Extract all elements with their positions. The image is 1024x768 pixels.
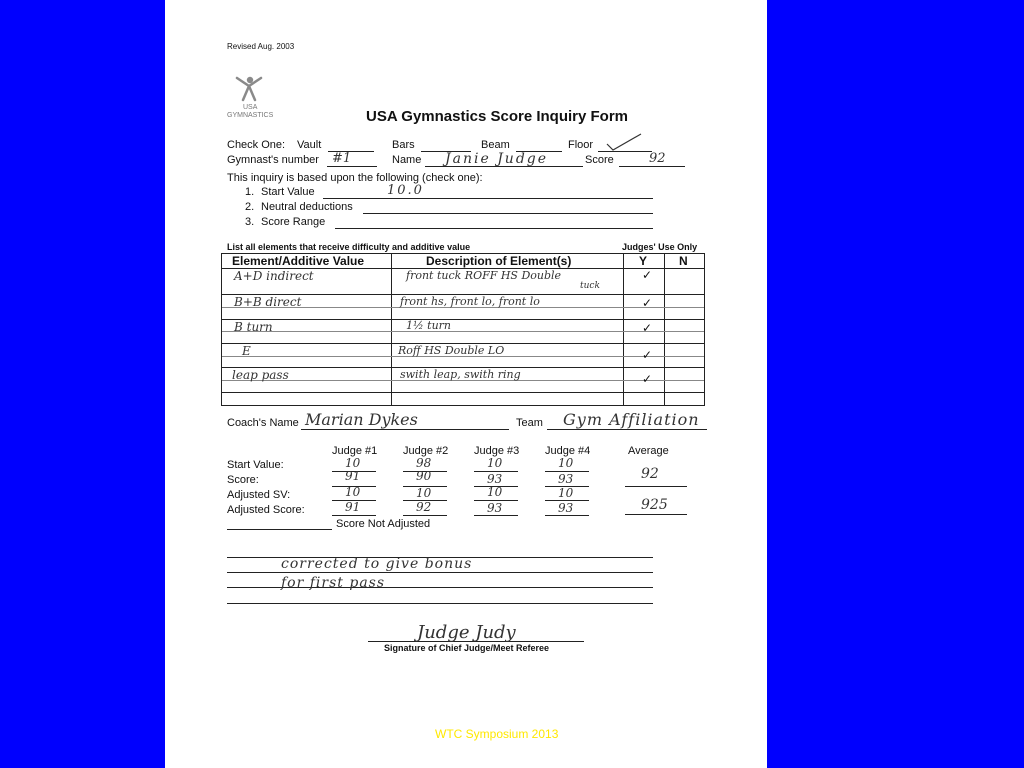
start-value-label: Start Value: bbox=[227, 459, 284, 471]
row-4-y-check: ✓ bbox=[642, 348, 653, 362]
header-y: Y bbox=[639, 254, 648, 268]
row-2-element: B+B direct bbox=[234, 295, 302, 309]
score-average: 92 bbox=[641, 466, 659, 482]
comment-line-3: for first pass bbox=[281, 575, 386, 591]
row-3-element: B turn bbox=[234, 320, 273, 334]
adjusted-sv-j4: 10 bbox=[558, 486, 574, 500]
score-j2: 90 bbox=[416, 469, 432, 483]
adjusted-score-label: Adjusted Score: bbox=[227, 504, 305, 516]
coach-label: Coach's Name bbox=[227, 417, 299, 429]
inquiry-option-3-num: 3. bbox=[245, 216, 255, 228]
row-5-element: leap pass bbox=[232, 368, 289, 382]
comment-line-2: corrected to give bonus bbox=[281, 556, 473, 572]
start-value-j4: 10 bbox=[558, 456, 574, 470]
judge-4-header: Judge #4 bbox=[545, 445, 591, 457]
score-label: Score: bbox=[227, 474, 259, 486]
row-4-element: E bbox=[242, 344, 251, 358]
judge-1-header: Judge #1 bbox=[332, 445, 378, 457]
revised-date: Revised Aug. 2003 bbox=[227, 42, 295, 51]
row-1-y-check: ✓ bbox=[642, 268, 653, 282]
gymnast-name-label: Name bbox=[392, 154, 422, 166]
row-5-description: swith leap, swith ring bbox=[400, 368, 521, 381]
start-value-j2: 98 bbox=[416, 456, 432, 470]
team-value: Gym Affiliation bbox=[563, 410, 700, 429]
inquiry-option-2-label: Neutral deductions bbox=[261, 201, 353, 213]
usa-gymnastics-logo bbox=[227, 74, 277, 124]
row-5-y-check: ✓ bbox=[642, 372, 653, 386]
row-4-description: Roff HS Double LO bbox=[398, 344, 505, 357]
coach-name-value: Marian Dykes bbox=[305, 410, 418, 429]
judge-3-header: Judge #3 bbox=[474, 445, 520, 457]
elements-caption: List all elements that receive difficulty and additive value bbox=[227, 242, 471, 252]
footer-text: WTC Symposium 2013 bbox=[435, 727, 559, 741]
gymnast-name-value: Janie Judge bbox=[445, 151, 549, 167]
row-3-description: 1½ turn bbox=[406, 319, 452, 332]
adjusted-score-j2: 92 bbox=[416, 500, 432, 514]
score-j1: 91 bbox=[345, 469, 361, 483]
row-1-element: A+D indirect bbox=[234, 269, 314, 283]
row-2-description: front hs, front lo, front lo bbox=[400, 295, 540, 308]
gymnast-number-value: #1 bbox=[332, 151, 352, 166]
floor-checkmark-icon bbox=[605, 132, 645, 152]
row-2-y-check: ✓ bbox=[642, 296, 653, 310]
inquiry-option-1-num: 1. bbox=[245, 186, 255, 198]
judge-2-header: Judge #2 bbox=[403, 445, 449, 457]
judges-use-caption: Judges' Use Only bbox=[622, 242, 698, 252]
gymnast-score-label: Score bbox=[585, 154, 614, 166]
elements-table bbox=[221, 253, 705, 406]
chief-judge-signature: Judge Judy bbox=[417, 622, 516, 643]
adjusted-score-average: 925 bbox=[641, 497, 668, 513]
event-bars: Bars bbox=[392, 139, 415, 151]
team-label: Team bbox=[516, 417, 543, 429]
score-j4: 93 bbox=[558, 472, 574, 486]
inquiry-option-1-value: 10.0 bbox=[387, 183, 424, 198]
start-value-j3: 10 bbox=[487, 456, 503, 470]
adjusted-sv-j1: 10 bbox=[345, 485, 361, 499]
logo-text-usa: USA bbox=[243, 104, 258, 111]
gymnast-number-label: Gymnast's number bbox=[227, 154, 319, 166]
score-not-adjusted-label: Score Not Adjusted bbox=[336, 518, 431, 530]
form-title: USA Gymnastics Score Inquiry Form bbox=[366, 108, 629, 125]
adjusted-score-j3: 93 bbox=[487, 501, 503, 515]
score-inquiry-form bbox=[165, 0, 767, 768]
inquiry-intro: This inquiry is based upon the following (check one): bbox=[227, 172, 483, 184]
adjusted-score-j4: 93 bbox=[558, 501, 574, 515]
header-element: Element/Additive Value bbox=[232, 254, 365, 268]
header-n: N bbox=[679, 254, 688, 268]
header-description: Description of Element(s) bbox=[426, 254, 572, 268]
adjusted-sv-j3: 10 bbox=[487, 485, 503, 499]
inquiry-option-3-label: Score Range bbox=[261, 216, 326, 228]
signature-label: Signature of Chief Judge/Meet Referee bbox=[384, 643, 550, 653]
check-one-label: Check One: bbox=[227, 139, 286, 151]
adjusted-sv-j2: 10 bbox=[416, 486, 432, 500]
row-3-y-check: ✓ bbox=[642, 321, 653, 335]
inquiry-option-2-num: 2. bbox=[245, 201, 255, 213]
inquiry-option-1-label: Start Value bbox=[261, 186, 315, 198]
row-1-description: front tuck ROFF HS Double bbox=[406, 269, 562, 282]
event-vault: Vault bbox=[297, 139, 322, 151]
adjusted-sv-label: Adjusted SV: bbox=[227, 489, 291, 501]
start-value-j1: 10 bbox=[345, 456, 361, 470]
score-j3: 93 bbox=[487, 472, 503, 486]
event-floor: Floor bbox=[568, 139, 594, 151]
event-beam: Beam bbox=[481, 139, 510, 151]
gymnast-score-value: 92 bbox=[649, 151, 666, 166]
adjusted-score-j1: 91 bbox=[345, 500, 361, 514]
row-1-description-extra: tuck bbox=[580, 281, 600, 291]
logo-text-gymnastics: GYMNASTICS bbox=[227, 112, 274, 119]
average-header: Average bbox=[628, 445, 669, 457]
